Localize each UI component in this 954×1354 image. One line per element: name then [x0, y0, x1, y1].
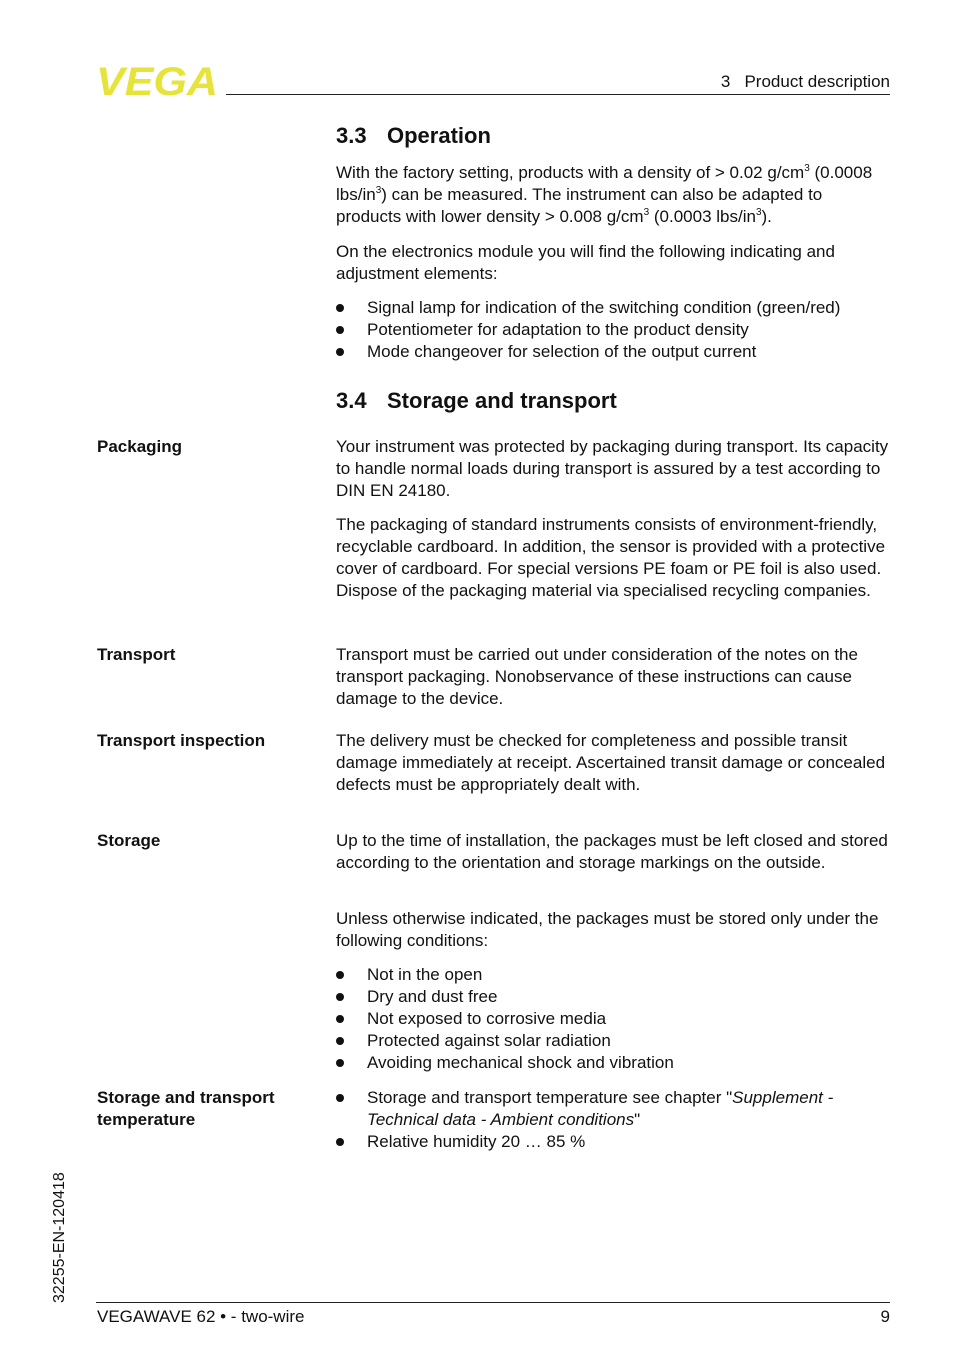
section-title: Storage and transport [387, 388, 617, 413]
vega-logo [96, 64, 220, 98]
chapter-number: 3 [720, 72, 731, 91]
operation-elements-list [336, 297, 892, 363]
page-number: 9 [880, 1307, 890, 1326]
chapter-reference: Supplement - Technical data - Ambient conditions [367, 1088, 834, 1129]
storage-paragraph-2: Unless otherwise indicated, the packages must be stored only under the following conditions: [336, 909, 879, 950]
side-label-storage: Storage [97, 831, 161, 850]
storage-paragraph-1: Up to the time of installation, the packages must be left closed and stored according to the orientation and storage markings on the outside. [336, 831, 888, 872]
inspection-paragraph: The delivery must be checked for completeness and possible transit damage immediately at receipt. Ascertained transit damage or concealed defects must be appropriately dealt with. [336, 731, 886, 794]
list-item: Dry and dust free [336, 986, 892, 1008]
section-number: 3.4 [336, 388, 367, 413]
packaging-paragraph-2: The packaging of standard instruments consists of environment-friendly, recyclable cardboard. In addition, the sensor is provided with a protective cover of cardboard. For special versions PE foam or PE foil is also used. Dispose of the packaging material via specialised recycling companies. [336, 515, 886, 600]
bullet-icon [336, 993, 344, 1001]
section-heading-storage-transport [336, 388, 617, 414]
side-label-transport: Transport [97, 645, 176, 664]
bullet-icon [336, 348, 344, 356]
temperature-list [336, 1087, 892, 1153]
bullet-icon [336, 1037, 344, 1045]
list-item: Relative humidity 20 … 85 % [336, 1131, 892, 1153]
section-title: Operation [387, 123, 491, 148]
side-label-temperature: Storage and transport temperature [97, 1088, 275, 1129]
header-rule [226, 94, 890, 95]
footer-product: VEGAWAVE 62 • - two-wire [97, 1307, 305, 1326]
list-item: Avoiding mechanical shock and vibration [336, 1052, 892, 1074]
side-label-transport-inspection: Transport inspection [97, 731, 266, 750]
list-item: Not exposed to corrosive media [336, 1008, 892, 1030]
bullet-icon [336, 971, 344, 979]
packaging-paragraph-1: Your instrument was protected by packaging during transport. Its capacity to handle normal loads during transport is assured by a test according to DIN EN 24180. [336, 437, 889, 500]
bullet-icon [336, 1094, 344, 1102]
bullet-icon [336, 326, 344, 334]
list-item: Storage and transport temperature see chapter "Supplement - Technical data - Ambient conditions" [336, 1087, 892, 1131]
header-chapter [721, 72, 890, 92]
bullet-icon [336, 304, 344, 312]
document-id: 32255-EN-120418 [51, 1172, 68, 1303]
chapter-title: Product description [744, 72, 890, 91]
side-label-packaging: Packaging [97, 437, 183, 456]
operation-paragraph-elements: On the electronics module you will find the following indicating and adjustment elements: [336, 242, 835, 283]
list-item: Protected against solar radiation [336, 1030, 892, 1052]
list-item: Mode changeover for selection of the output current [336, 341, 892, 363]
operation-paragraph-density: With the factory setting, products with a density of > 0.02 $g/cm^3$ (0.0008 lbs/$in^3$) can be measured. The instrument can also be adapted to products with lower density > 0.008 $g/cm^3$ (0.0003 lbs/$in^3$). [336, 163, 873, 226]
storage-conditions-list [336, 964, 892, 1074]
bullet-icon [336, 1059, 344, 1067]
bullet-icon [336, 1138, 344, 1146]
section-number: 3.3 [336, 123, 367, 148]
bullet-icon [336, 1015, 344, 1023]
transport-paragraph: Transport must be carried out under consideration of the notes on the transport packaging. Nonobservance of these instructions can cause damage to the device. [336, 645, 858, 708]
logo-wordmark: VEGA [96, 64, 218, 98]
list-item: Signal lamp for indication of the switching condition (green/red) [336, 297, 892, 319]
list-item: Not in the open [336, 964, 892, 986]
section-heading-operation [336, 123, 491, 149]
footer-rule [96, 1302, 890, 1303]
list-item: Potentiometer for adaptation to the product density [336, 319, 892, 341]
